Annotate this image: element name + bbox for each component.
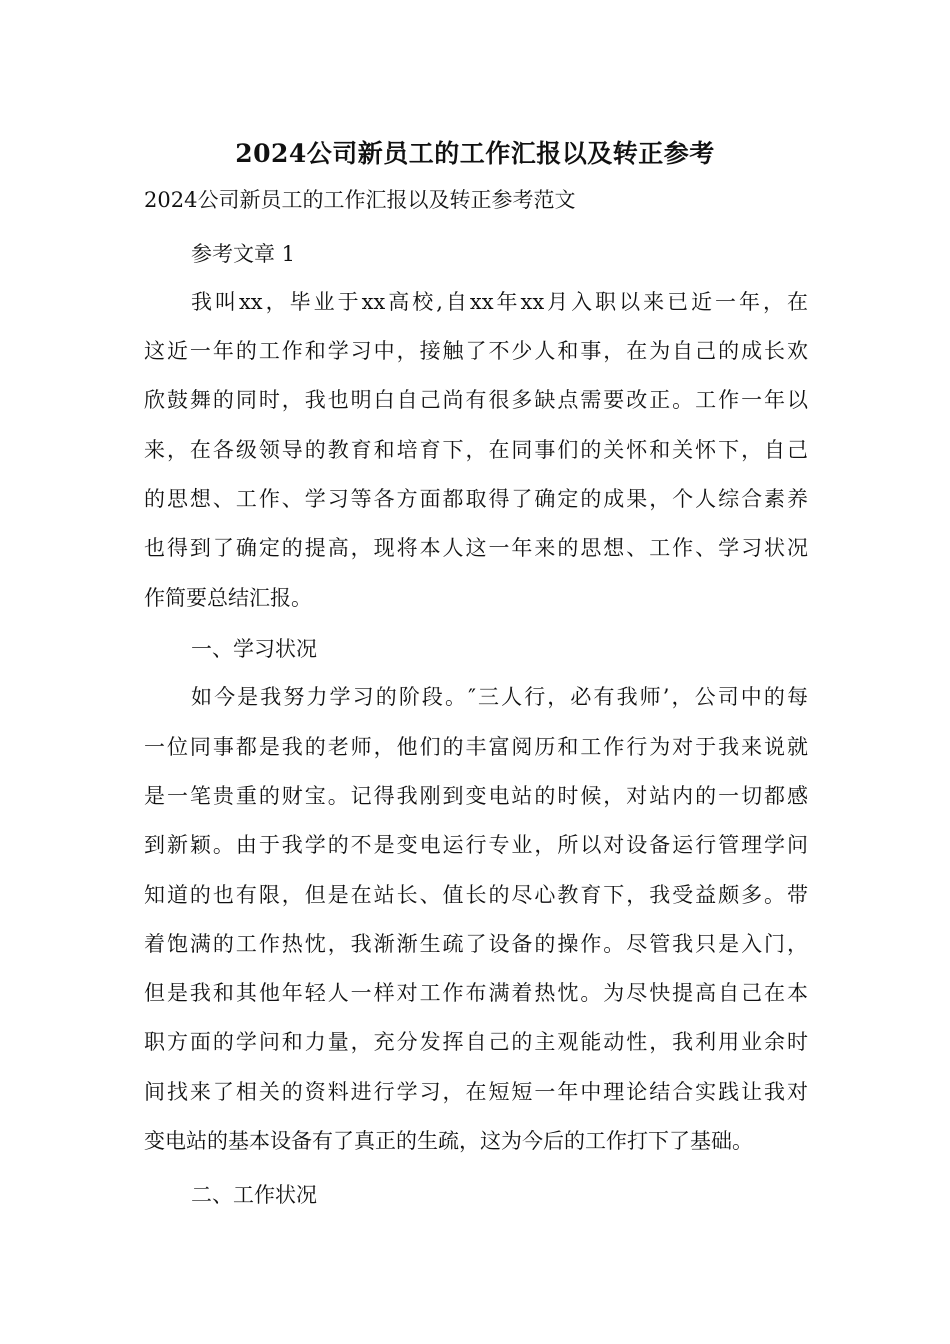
paragraph-line: 但是我和其他年轻人一样对工作布满着热忱。为尽快提高自己在本	[144, 981, 808, 1005]
paragraph-line: 职方面的学问和力量，充分发挥自己的主观能动性，我利用业余时	[144, 1030, 808, 1054]
paragraph-line: 来，在各级领导的教育和培育下，在同事们的关怀和关怀下，自己	[144, 438, 808, 462]
paragraph-line: 作简要总结汇报。	[144, 586, 312, 610]
paragraph-line: 知道的也有限，但是在站长、值长的尽心教育下，我受益颇多。带	[144, 883, 808, 907]
document-title: 2024公司新员工的工作汇报以及转正参考	[235, 139, 715, 168]
paragraph-line: 也得到了确定的提高，现将本人这一年来的思想、工作、学习状况	[144, 536, 808, 560]
paragraph-line: 间找来了相关的资料进行学习，在短短一年中理论结合实践让我对	[144, 1080, 808, 1104]
document-subtitle: 2024公司新员工的工作汇报以及转正参考范文	[144, 188, 576, 212]
paragraph-line: 到新颖。由于我学的不是变电运行专业，所以对设备运行管理学问	[144, 833, 808, 857]
paragraph-line: 如今是我努力学习的阶段。″三人行，必有我师’，公司中的每	[191, 685, 808, 709]
paragraph-line: 这近一年的工作和学习中，接触了不少人和事，在为自己的成长欢	[144, 339, 808, 363]
paragraph-line: 欣鼓舞的同时，我也明白自己尚有很多缺点需要改正。工作一年以	[144, 388, 808, 412]
paragraph-line: 的思想、工作、学习等各方面都取得了确定的成果，个人综合素养	[144, 487, 808, 511]
section-heading-work: 二、工作状况	[191, 1183, 317, 1207]
paragraph-line: 一位同事都是我的老师，他们的丰富阅历和工作行为对于我来说就	[144, 735, 808, 759]
section-heading-study: 一、学习状况	[191, 637, 317, 661]
paragraph-line: 我叫xx，毕业于xx高校,自xx年xx月入职以来已近一年，在	[191, 290, 808, 314]
article-label: 参考文章 1	[191, 242, 296, 266]
paragraph-line: 着饱满的工作热忱，我渐渐生疏了设备的操作。尽管我只是入门，	[144, 932, 808, 956]
paragraph-line: 变电站的基本设备有了真正的生疏，这为今后的工作打下了基础。	[144, 1129, 753, 1153]
paragraph-line: 是一笔贵重的财宝。记得我刚到变电站的时候，对站内的一切都感	[144, 784, 808, 808]
